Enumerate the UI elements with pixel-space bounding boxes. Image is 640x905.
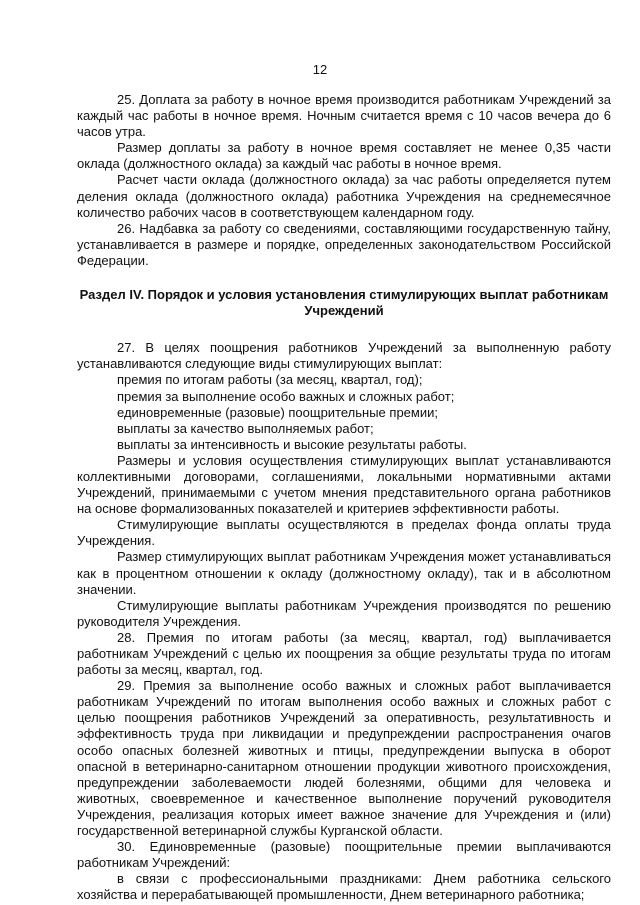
- document-body: [77, 92, 611, 904]
- section-iv-heading: Раздел IV. Порядок и условия установления стимулирующих выплат работникам Учреждений: [79, 287, 609, 319]
- paragraph-amount: Размер стимулирующих выплат работникам Учреждения может устанавливаться как в процентном отношении к окладу (должностному окладу), так и в абсолютном значении.: [77, 549, 611, 597]
- paragraph-holidays: в связи с профессиональными праздниками: Днем работника сельского хозяйства и перерабатывающей промышленности, Днем ветеринарного работника;: [77, 871, 611, 903]
- paragraph-fund: Стимулирующие выплаты осуществляются в пределах фонда оплаты труда Учреждения.: [77, 517, 611, 549]
- paragraph-30: 30. Единовременные (разовые) поощрительные премии выплачиваются работникам Учреждений:: [77, 839, 611, 871]
- paragraph-decision: Стимулирующие выплаты работникам Учреждения производятся по решению руководителя Учреждения.: [77, 597, 611, 629]
- list-item: премия за выполнение особо важных и сложных работ;: [117, 388, 455, 404]
- paragraph-hourly-calc: Расчет части оклада (должностного оклада) за час работы определяется путем деления оклада (должностного оклада) работника Учреждения на среднемесячное количество рабочих часов в соответствующем календарном году.: [77, 172, 611, 220]
- paragraph-night-rate: Размер доплаты за работу в ночное время составляет не менее 0,35 части оклада (должностного оклада) за каждый час работы в ночное время.: [77, 140, 611, 172]
- paragraph-25: 25. Доплата за работу в ночное время производится работникам Учреждений за каждый час работы в ночное время. Ночным считается время с 10 часов вечера до 6 часов утра.: [77, 92, 611, 140]
- list-item: премия по итогам работы (за месяц, квартал, год);: [117, 372, 423, 388]
- paragraph-27: 27. В целях поощрения работников Учреждений за выполненную работу устанавливаются следующие виды стимулирующих выплат:: [77, 340, 611, 372]
- paragraph-29: 29. Премия за выполнение особо важных и сложных работ выплачивается работникам Учреждений по итогам выполнения особо важных и сложных работ с целью поощрения работников Учреждений за оперативность, результативность и эффективность труда при ликвидации и предупреждении распространения очагов особо опасных болезней животных и птицы, предупреждении выпуска в оборот опасной в ветеринарно-санитарном отношении продукции животного происхождения, предупреждении заболеваемости людей болезнями, общими для человека и животных, своевременное и качественное выполнение поручений руководителя Учреждения, реализация которых имеет важное значение для Учреждения и (или) государственной ветеринарной службы Курганской области.: [77, 678, 611, 839]
- paragraph-conditions: Размеры и условия осуществления стимулирующих выплат устанавливаются коллективными договорами, соглашениями, локальными нормативными актами Учреждений, принимаемыми с учетом мнения представительного органа работников на основе формализованных показателей и критериев эффективности работы.: [77, 452, 611, 517]
- list-item: выплаты за интенсивность и высокие результаты работы.: [117, 436, 467, 452]
- page-number: 12: [312, 62, 328, 77]
- list-item: выплаты за качество выполняемых работ;: [117, 420, 374, 436]
- paragraph-28: 28. Премия по итогам работы (за месяц, квартал, год) выплачивается работникам Учреждений с целью их поощрения за общие результаты труда по итогам работы за месяц, квартал, год.: [77, 629, 611, 678]
- paragraph-26: 26. Надбавка за работу со сведениями, составляющими государственную тайну, устанавливается в размере и порядке, определенных законодательством Российской Федерации.: [77, 220, 611, 268]
- list-item: единовременные (разовые) поощрительные премии;: [117, 404, 438, 420]
